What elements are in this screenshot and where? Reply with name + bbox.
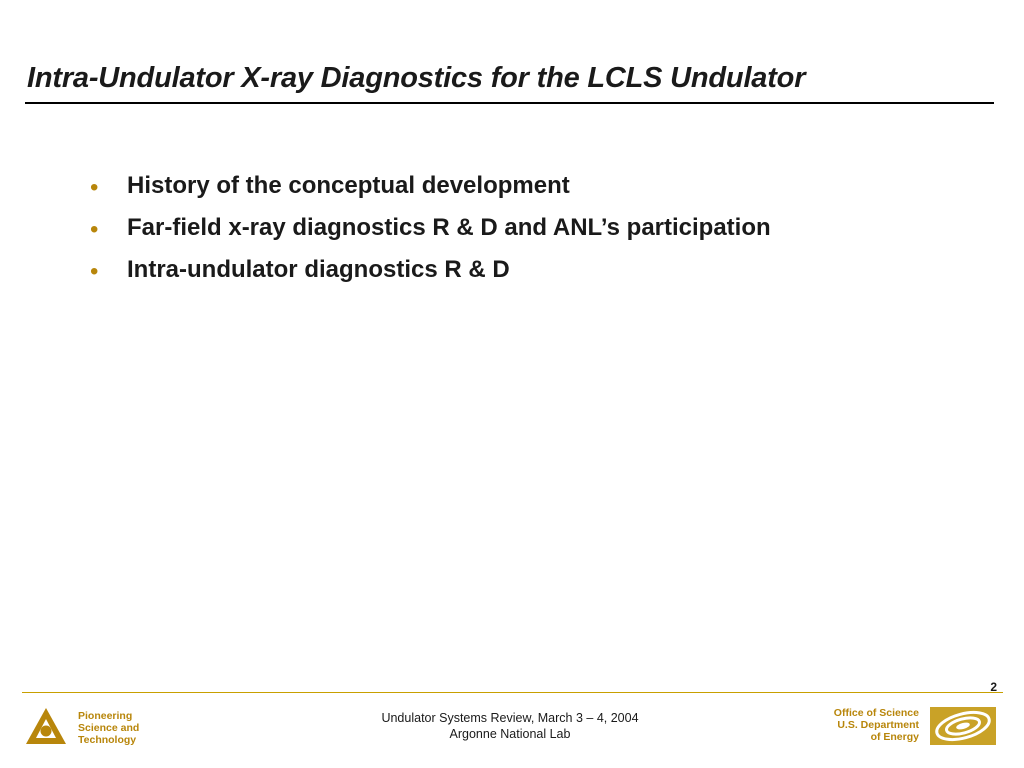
bullet-icon: • <box>90 216 99 243</box>
bullet-icon: • <box>90 258 99 285</box>
argonne-logo-icon <box>25 707 67 745</box>
doe-line: U.S. Department <box>837 719 919 731</box>
tagline-line: Technology <box>78 734 137 746</box>
bullet-text: Intra-undulator diagnostics R & D <box>127 256 510 283</box>
doe-line: Office of Science <box>833 707 919 719</box>
slide-title: Intra-Undulator X-ray Diagnostics for the LCLS Undulator <box>27 62 806 94</box>
footer-event-info <box>330 710 690 742</box>
doe-office-label <box>834 707 919 743</box>
bullet-text: Far-field x-ray diagnostics R & D and ANL’s participation <box>127 214 771 241</box>
tagline-line: Pioneering <box>78 710 133 722</box>
footer-event-line: Undulator Systems Review, March 3 – 4, 2004 <box>381 711 639 725</box>
doe-line: of Energy <box>870 731 919 743</box>
footer-divider <box>22 692 1003 693</box>
bullet-icon: • <box>90 174 99 201</box>
page-number: 2 <box>990 680 997 694</box>
argonne-tagline <box>78 710 139 746</box>
bullet-text: History of the conceptual development <box>127 172 570 199</box>
footer-event-line: Argonne National Lab <box>449 727 571 741</box>
doe-logo-icon <box>930 707 996 745</box>
title-divider <box>25 102 994 104</box>
tagline-line: Science and <box>78 722 140 734</box>
